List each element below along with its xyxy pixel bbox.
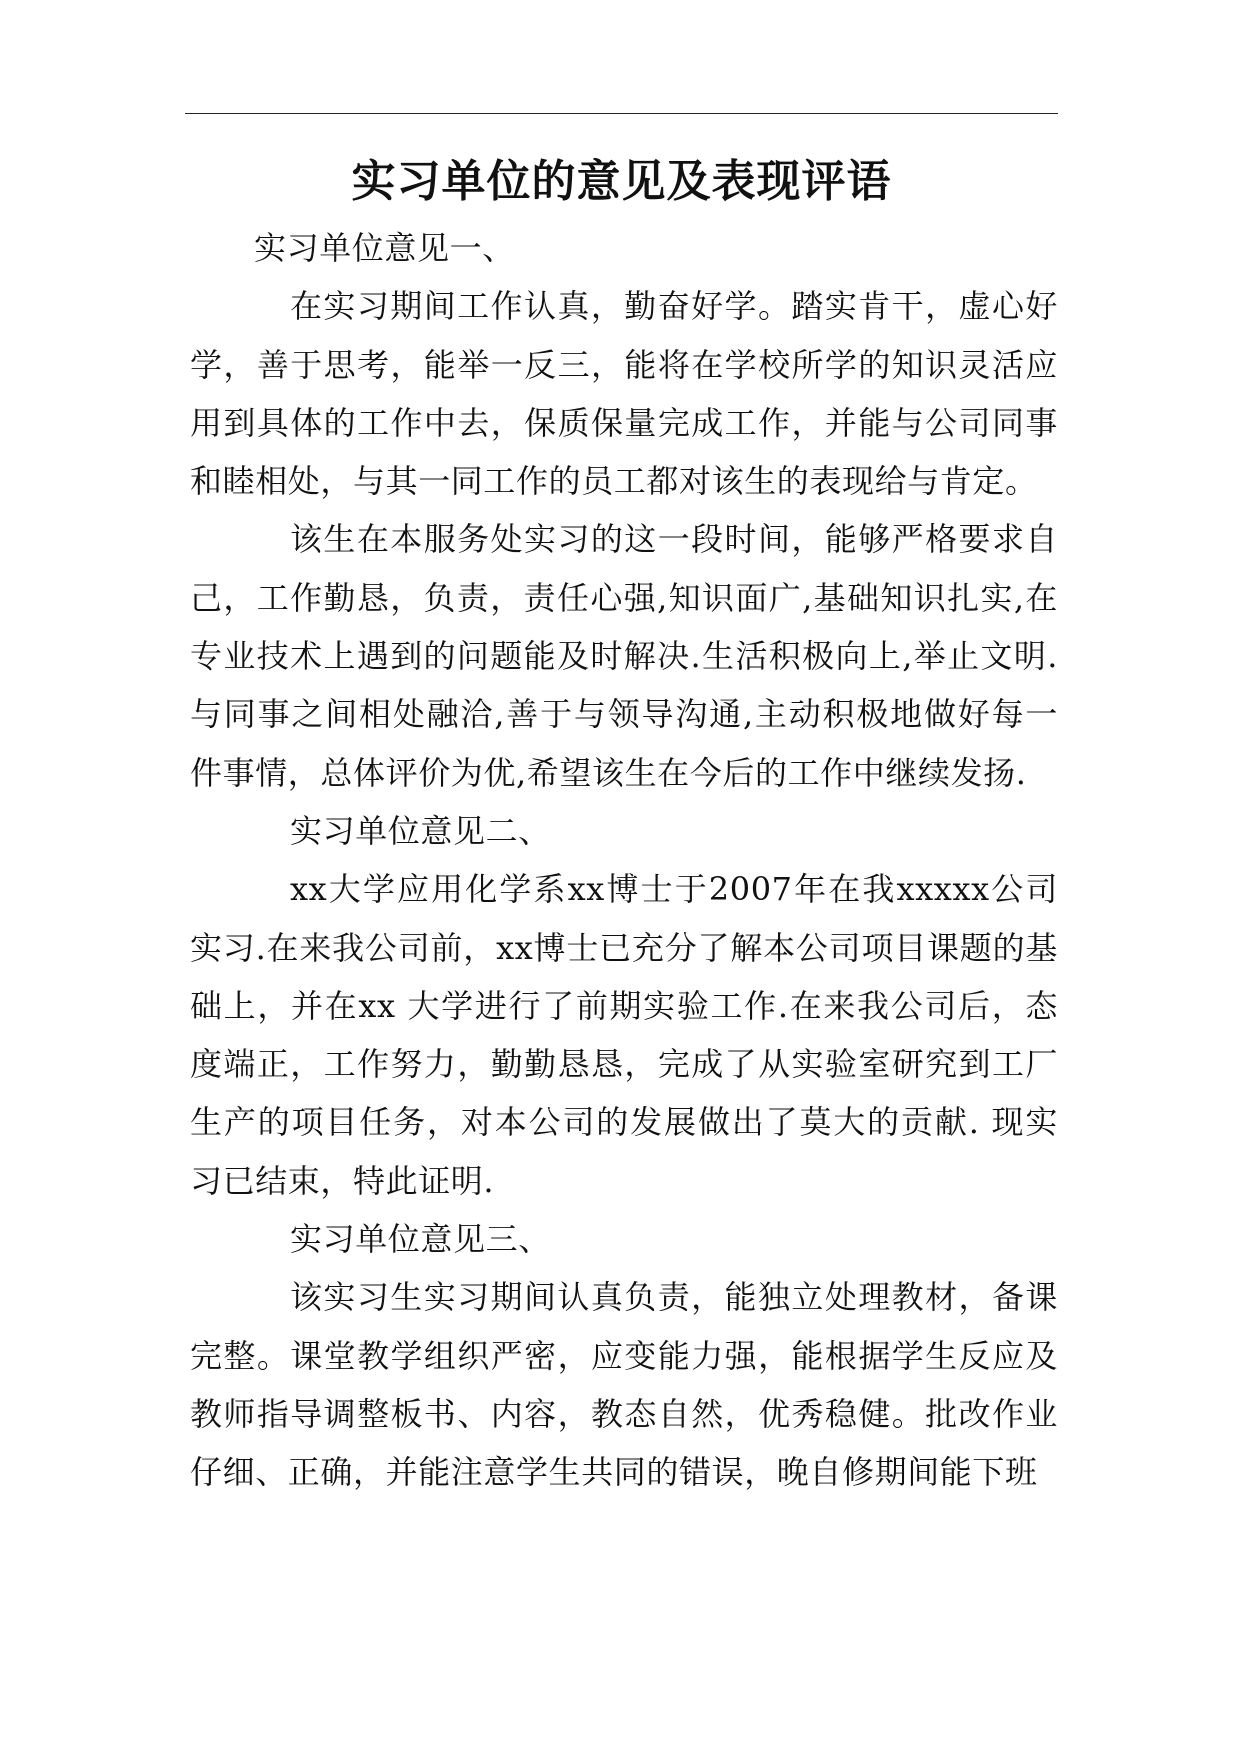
document-body	[190, 219, 1058, 1502]
header-divider	[185, 113, 1058, 114]
section-1-paragraph-1: 在实习期间工作认真，勤奋好学。踏实肯干，虚心好学，善于思考，能举一反三，能将在学校所学的知识灵活应用到具体的工作中去，保质保量完成工作，并能与公司同事和睦相处，与其一同工作的员工都对该生的表现给与肯定。	[190, 287, 1058, 501]
section-2-paragraph-1: xx大学应用化学系xx博士于2007年在我xxxxx公司实习.在来我公司前，xx博士已充分了解本公司项目课题的基础上，并在xx 大学进行了前期实验工作.在来我公司后，态度端正，工作努力，勤勤恳恳，完成了从实验室研究到工厂生产的项目任务，对本公司的发展做出了莫大的贡献. 现实习已结束，特此证明.	[190, 870, 1058, 1200]
document-title: 实习单位的意见及表现评语	[351, 156, 892, 207]
section-heading-2: 实习单位意见二、	[290, 811, 551, 850]
section-heading-3: 实习单位意见三、	[290, 1220, 551, 1259]
section-3-paragraph-1: 该实习生实习期间认真负责，能独立处理教材，备课完整。课堂教学组织严密，应变能力强，能根据学生反应及教师指导调整板书、内容，教态自然，优秀稳健。批改作业仔细、正确，并能注意学生共同的错误，晚自修期间能下班	[190, 1278, 1058, 1492]
section-heading-1: 实习单位意见一、	[254, 229, 515, 267]
section-1-paragraph-2: 该生在本服务处实习的这一段时间，能够严格要求自己，工作勤恳，负责，责任心强,知识面广,基础知识扎实,在专业技术上遇到的问题能及时解决.生活积极向上,举止文明.与同事之间相处融洽,善于与领导沟通,主动积极地做好每一件事情，总体评价为优,希望该生在今后的工作中继续发扬.	[190, 520, 1058, 792]
